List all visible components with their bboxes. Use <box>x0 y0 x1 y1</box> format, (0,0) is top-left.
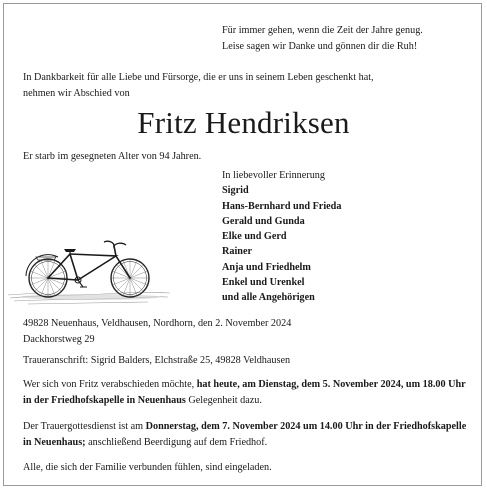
poem-line-2: Leise sagen wir Danke und gönnen dir die Ruh! <box>222 41 418 52</box>
age-line: Er starb im gesegneten Alter von 94 Jahren. <box>23 151 202 162</box>
mourner-item: Hans-Bernhard und Frieda <box>222 200 342 212</box>
mourner-item: Enkel und Urenkel <box>222 277 305 289</box>
street-line: Dackhorstweg 29 <box>23 333 95 345</box>
mourning-address: Traueranschrift: Sigrid Balders, Elchstraße 25, 49828 Veldhausen <box>23 355 291 366</box>
farewell-text: Wer sich von Fritz verabschieden möchte, <box>23 379 197 390</box>
mourner-item: Rainer <box>222 246 252 258</box>
service-text: Der Trauergottesdienst ist am <box>23 421 146 432</box>
mourner-item: Anja und Friedhelm <box>222 261 311 273</box>
place-date-address <box>23 316 291 347</box>
intro-text <box>23 70 374 102</box>
memory-heading: In liebevoller Erinnerung <box>222 170 325 181</box>
place-date-line: 49828 Neuenhaus, Veldhausen, Nordhorn, den 2. November 2024 <box>23 318 292 329</box>
farewell-text-end: Gelegenheit dazu. <box>185 395 262 406</box>
mourner-item: Gerald und Gunda <box>222 215 305 227</box>
memory-block <box>222 168 341 306</box>
poem <box>222 23 423 55</box>
intro-line-1: In Dankbarkeit für alle Liebe und Fürsorge, die er uns in seinem Leben geschenkt hat, <box>23 72 374 83</box>
service-time-place: Donnerstag, dem 7. November 2024 um 14.00 Uhr in der Friedhofskapelle in Neuenhaus; <box>23 421 467 448</box>
mourner-item: Elke und Gerd <box>222 231 287 243</box>
deceased-name: Fritz Hendriksen <box>137 105 350 140</box>
mourner-item: und alle Angehörigen <box>222 292 315 304</box>
intro-line-2: nehmen wir Abschied von <box>23 88 130 99</box>
bicycle-illustration <box>8 232 173 307</box>
service-paragraph <box>23 419 469 451</box>
farewell-time-place: hat heute, am Dienstag, dem 5. November 2024, um 18.00 Uhr in der Friedhofskapelle in Neuenhaus <box>23 379 466 406</box>
invitation-line: Alle, die sich der Familie verbunden fühlen, sind eingeladen. <box>23 462 272 473</box>
mourner-item: Sigrid <box>222 185 249 197</box>
poem-line-1: Für immer gehen, wenn die Zeit der Jahre genug. <box>222 25 423 36</box>
farewell-paragraph <box>23 377 469 409</box>
service-text-end: anschließend Beerdigung auf dem Friedhof. <box>85 437 268 448</box>
